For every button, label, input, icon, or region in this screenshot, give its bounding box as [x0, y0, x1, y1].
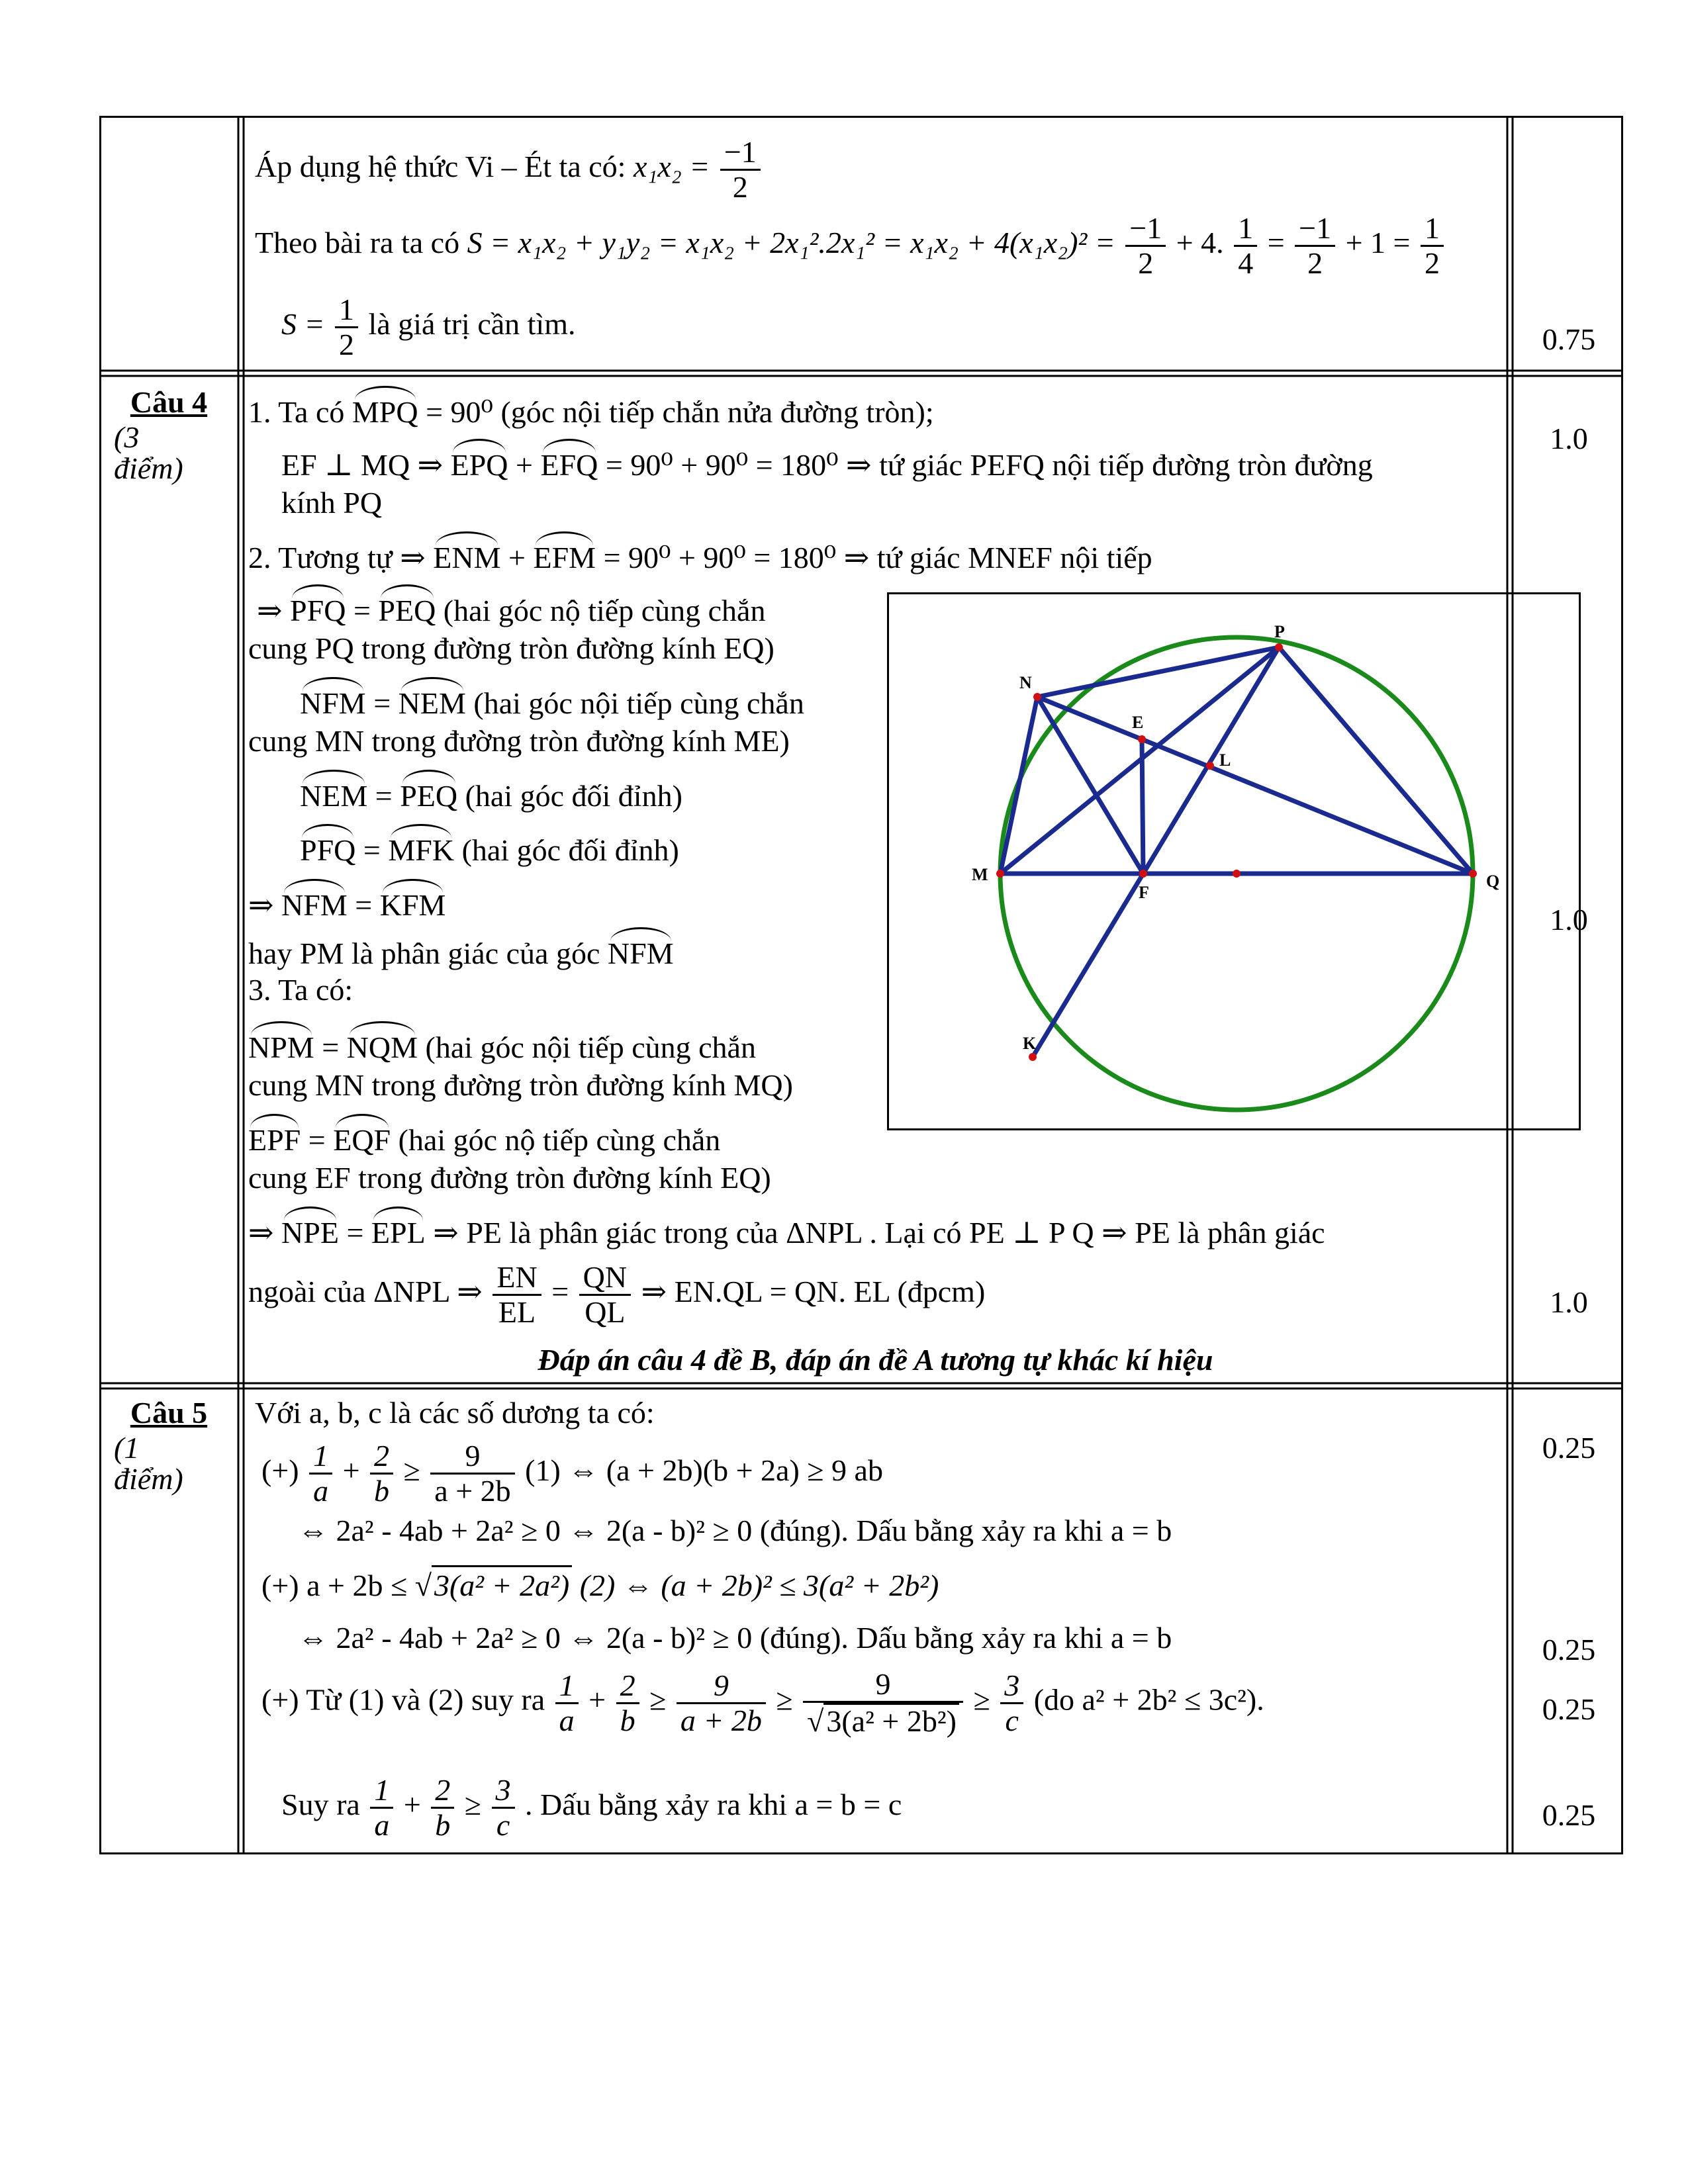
segment-NQ [1037, 697, 1473, 874]
segment-FK [1033, 874, 1143, 1057]
row2-c5: cung EF trong đường tròn đường kính EQ) [248, 1161, 771, 1195]
row2-a1: 1. Ta có MPQ = 90⁰ (góc nội tiếp chắn nửa đường tròn); [248, 387, 934, 431]
point-M [996, 870, 1004, 878]
point-L [1206, 762, 1214, 770]
label-L: L [1219, 751, 1231, 770]
point-K [1029, 1053, 1037, 1061]
label-E: E [1132, 713, 1144, 732]
label-K: K [1023, 1034, 1037, 1053]
score-row2a: 1.0 [1550, 422, 1588, 455]
label-F: F [1139, 883, 1149, 902]
row2-b6: NEM = PEQ (hai góc đối đỉnh) [300, 771, 682, 815]
score-row2b: 1.0 [1550, 903, 1588, 936]
point-N [1033, 693, 1041, 701]
row2-c4: EPF = EQF (hai góc nộ tiếp cùng chắn [248, 1115, 720, 1159]
point-F [1139, 870, 1147, 878]
row3-d7: Suy ra $\frac{1}{a}$ + $\frac{2}{b}$ ≥ $\frac{3}{c}$ . Dấu bằng xảy ra khi a = b = c [281, 1773, 902, 1842]
segment-EF [1142, 739, 1143, 874]
row1-line1: Áp dụng hệ thức Vi – Ét ta có: x₁x₂ = $\frac{-1}{2}$ [255, 136, 763, 204]
cau5-label: Câu 5 [130, 1396, 208, 1430]
score-row2c: 1.0 [1550, 1285, 1588, 1319]
label-N: N [1019, 673, 1032, 692]
row2-b8: ⇒ NFM = KFM [248, 880, 445, 924]
row3-d4: (+) a + 2b ≤ √3(a² + 2a²) (2) ⇔ (a + 2b)² ≤ 3(a² + 2b²) [261, 1565, 939, 1604]
row2-c7: ngoài của ΔNPL ⇒ $\frac{EN}{EL}$ = $\frac{QN}{QL}$ ⇒ EN.QL = QN. EL (đpcm) [248, 1260, 986, 1329]
cau4-label: Câu 4 [130, 385, 208, 419]
score-row3b: 0.25 [1542, 1633, 1596, 1666]
row2-b4: NFM = NEM (hai góc nội tiếp cùng chắn [300, 678, 804, 722]
score-row3d: 0.25 [1542, 1798, 1596, 1832]
label-M: M [972, 865, 988, 884]
row2-b2: ⇒ PFQ = PEQ (hai góc nộ tiếp cùng chắn [257, 586, 765, 629]
row2-b1: 2. Tương tự ⇒ ENM + EFM = 90⁰ + 90⁰ = 180⁰ ⇒ tứ giác MNEF nội tiếp [248, 533, 1152, 576]
row2-c2: NPM = NQM (hai góc nội tiếp cùng chắn [248, 1023, 756, 1066]
row2-c3: cung MN trong đường tròn đường kính MQ) [248, 1068, 793, 1102]
row3-d5: ⇔ 2a² - 4ab + 2a² ≥ 0 ⇔ 2(a - b)² ≥ 0 (đúng). Dấu bằng xảy ra khi a = b [298, 1621, 1172, 1655]
row2-note: Đáp án câu 4 đề B, đáp án đề A tương tự khác kí hiệu [538, 1343, 1213, 1377]
row3-d6: (+) Từ (1) và (2) suy ra $\frac{1}{a}$ + $\frac{2}{b}$ ≥ $\frac{9}{a + 2b}$ ≥ $\frac{9}{\text{√3(a² + 2b²)}}$ ≥ $\frac{3}{c}$ (do a² + 2b² ≤ 3c²). [261, 1667, 1264, 1738]
row2-c1: 3. Ta có: [248, 973, 353, 1007]
row2-b3: cung PQ trong đường tròn đường kính EQ) [248, 631, 774, 665]
row2-c6: ⇒ NPE = EPL ⇒ PE là phân giác trong của ΔNPL . Lại có PE ⊥ P Q ⇒ PE là phân giác [248, 1208, 1325, 1251]
row1-line3: S = $\frac{1}{2}$ là giá trị cần tìm. [281, 293, 576, 361]
point-P [1275, 643, 1283, 651]
point-E [1138, 735, 1146, 743]
row3-d1: Với a, b, c là các số dương ta có: [255, 1396, 655, 1430]
segment-NF [1037, 697, 1143, 874]
label-P: P [1274, 622, 1285, 641]
diagram-frame [888, 594, 1580, 1130]
score-row3c: 0.25 [1542, 1692, 1596, 1726]
cau4-points: (3 [114, 420, 140, 454]
row2-a2: EF ⊥ MQ ⇒ EPQ + EFQ = 90⁰ + 90⁰ = 180⁰ ⇒ tứ giác PEFQ nội tiếp đường tròn đường [281, 440, 1373, 484]
row3-d3: ⇔ 2a² - 4ab + 2a² ≥ 0 ⇔ 2(a - b)² ≥ 0 (đúng). Dấu bằng xảy ra khi a = b [298, 1514, 1172, 1547]
answer-sheet [99, 116, 1623, 1854]
cau4-points-2: điểm) [114, 451, 183, 485]
geometry-diagram [887, 592, 1581, 1130]
row2-b5: cung MN trong đường tròn đường kính ME) [248, 724, 790, 758]
row2-b9: hay PM là phân giác của góc NFM [248, 929, 674, 972]
segment-NP [1037, 647, 1279, 697]
score-row1: 0.75 [1542, 322, 1596, 356]
segment-PF [1143, 647, 1279, 874]
row1-line2: Theo bài ra ta có S = x₁x₂ + y₁y₂ = x₁x₂ + 2x₁².2x₁² = x₁x₂ + 4(x₁x₂)² = $\frac{-1}{2}$ + 4. $\frac{1}{4}$ = $\frac{-1}{2}$ + 1 = $\frac{1}{2}$ [255, 212, 1446, 280]
point-center [1233, 870, 1241, 878]
point-Q [1469, 870, 1477, 878]
cau5-points-2: điểm) [114, 1462, 183, 1496]
row2-a3: kính PQ [281, 486, 383, 520]
row2-b7: PFQ = MFK (hai góc đối đỉnh) [300, 825, 679, 869]
label-Q: Q [1486, 872, 1500, 891]
row3-d2: (+) $\frac{1}{a}$ + $\frac{2}{b}$ ≥ $\frac{9}{a + 2b}$ (1) ⇔ (a + 2b)(b + 2a) ≥ 9 ab [261, 1439, 883, 1508]
segment-MP [1000, 647, 1279, 874]
cau5-points: (1 [114, 1431, 140, 1465]
score-row3a: 0.25 [1542, 1431, 1596, 1465]
